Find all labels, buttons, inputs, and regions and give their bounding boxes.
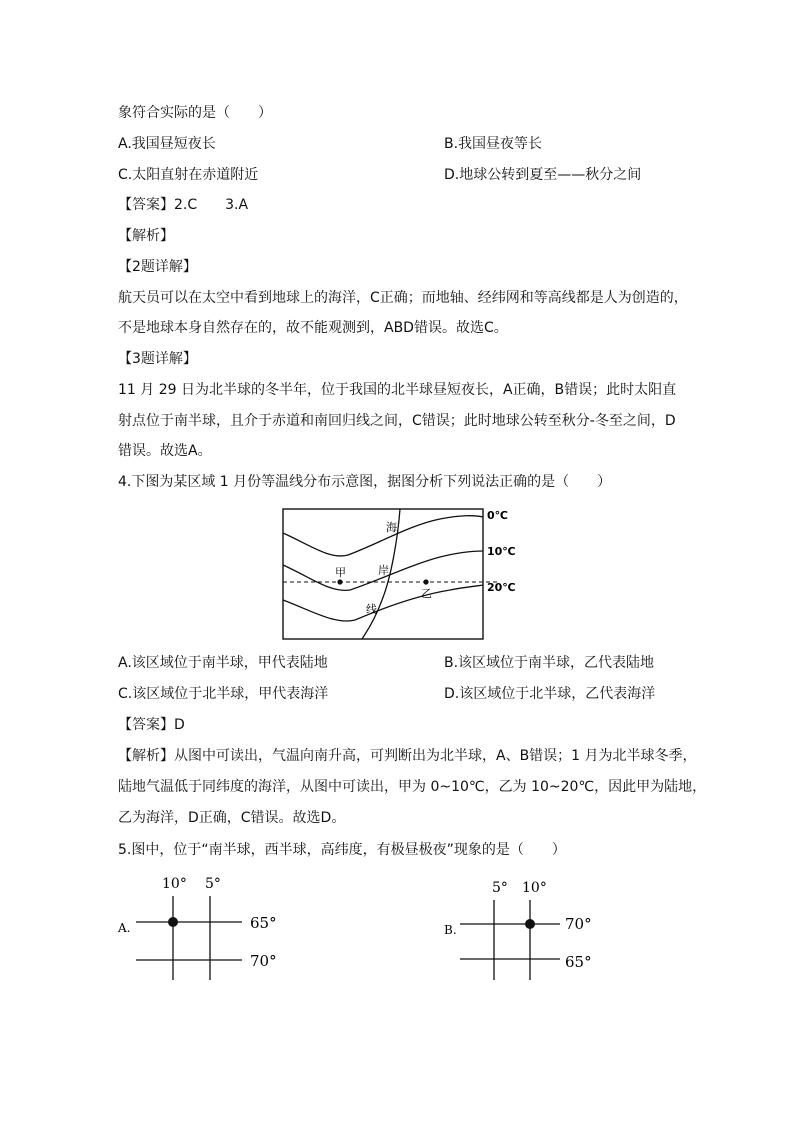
coast-char-hai: 海 [386,521,397,534]
q3-detail-header: 【3题详解】 [118,351,197,367]
isotherm-20 [283,585,483,621]
fig-b-lat-label: 70° [565,915,592,933]
fig-b-point [525,919,535,929]
question-4-stem: 4.下图为某区域 1 月份等温线分布示意图，据图分析下列说法正确的是（ ） [118,474,612,490]
q2-detail-line: 不是地球本身自然存在的，故不能观测到，ABD错误。故选C。 [118,320,508,336]
question-5-stem: 5.图中，位于“南半球，西半球，高纬度，有极昼极夜”现象的是（ ） [118,842,566,858]
q2-detail-line: 航天员可以在太空中看到地球上的海洋，C正确；而地轴、经纬网和等高线都是人为创造的， [118,290,688,306]
fig-a-point [168,917,178,927]
option-c: C.太阳直射在赤道附近 [118,167,259,183]
q4-analysis-line: 【解析】从图中可读出，气温向南升高，可判断出为北半球，A、B错误；1 月为北半球冬季， [118,748,697,764]
q4-option-d: D.该区域位于北半球，乙代表海洋 [444,686,656,702]
question-stem-tail: 象符合实际的是（ ） [118,105,272,121]
iso-label-20: 20℃ [487,581,516,594]
q4-analysis-line: 陆地气温低于同纬度的海洋，从图中可读出，甲为 0~10℃，乙为 10~20℃，因此甲为陆地， [118,779,707,795]
q3-detail-line: 11 月 29 日为北半球的冬半年，位于我国的北半球昼短夜长，A正确，B错误；此时太阳直 [118,382,677,398]
fig-a-label: A. [118,921,131,935]
q4-option-a: A.该区域位于南半球，甲代表陆地 [118,655,328,671]
fig-b-lon-label: 10° [522,880,547,896]
fig-b-label: B. [444,923,457,937]
label-jia: 甲 [335,566,346,579]
point-yi [423,579,428,584]
option-b: B.我国昼夜等长 [444,136,543,152]
grid-figure-a [112,868,292,983]
fig-b-lat-label: 65° [565,953,592,971]
q3-detail-line: 射点位于南半球，且介于赤道和南回归线之间，C错误；此时地球公转至秋分-冬至之间，D [118,413,676,429]
option-a: A.我国昼短夜长 [118,136,216,152]
option-d: D.地球公转到夏至——秋分之间 [444,167,642,183]
q4-answer: 【答案】D [118,717,185,733]
isotherm-0 [283,516,483,556]
analysis-header: 【解析】 [118,228,174,244]
fig-a-lat-label: 70° [250,952,277,970]
grid-figure-b [438,872,618,987]
iso-label-10: 10℃ [487,545,516,558]
q2-detail-header: 【2题详解】 [118,259,197,275]
q4-option-b: B.该区域位于南半球，乙代表陆地 [444,655,655,671]
fig-a-lat-label: 65° [250,914,277,932]
iso-label-0: 0℃ [487,509,508,522]
coast-char-an: 岸 [378,564,389,577]
q3-detail-line: 错误。故选A。 [118,443,212,459]
point-jia [337,579,342,584]
label-yi: 乙 [421,587,432,600]
coast-char-xian: 线 [366,603,377,616]
fig-a-lon-label: 10° [162,876,187,892]
answer-line: 【答案】2.C 3.A [118,197,249,213]
fig-a-lon-label: 5° [205,876,221,892]
q4-option-c: C.该区域位于北半球，甲代表海洋 [118,686,329,702]
isotherm-diagram [280,505,530,645]
fig-b-lon-label: 5° [492,880,508,896]
q4-analysis-line: 乙为海洋，D正确，C错误。故选D。 [118,810,346,826]
